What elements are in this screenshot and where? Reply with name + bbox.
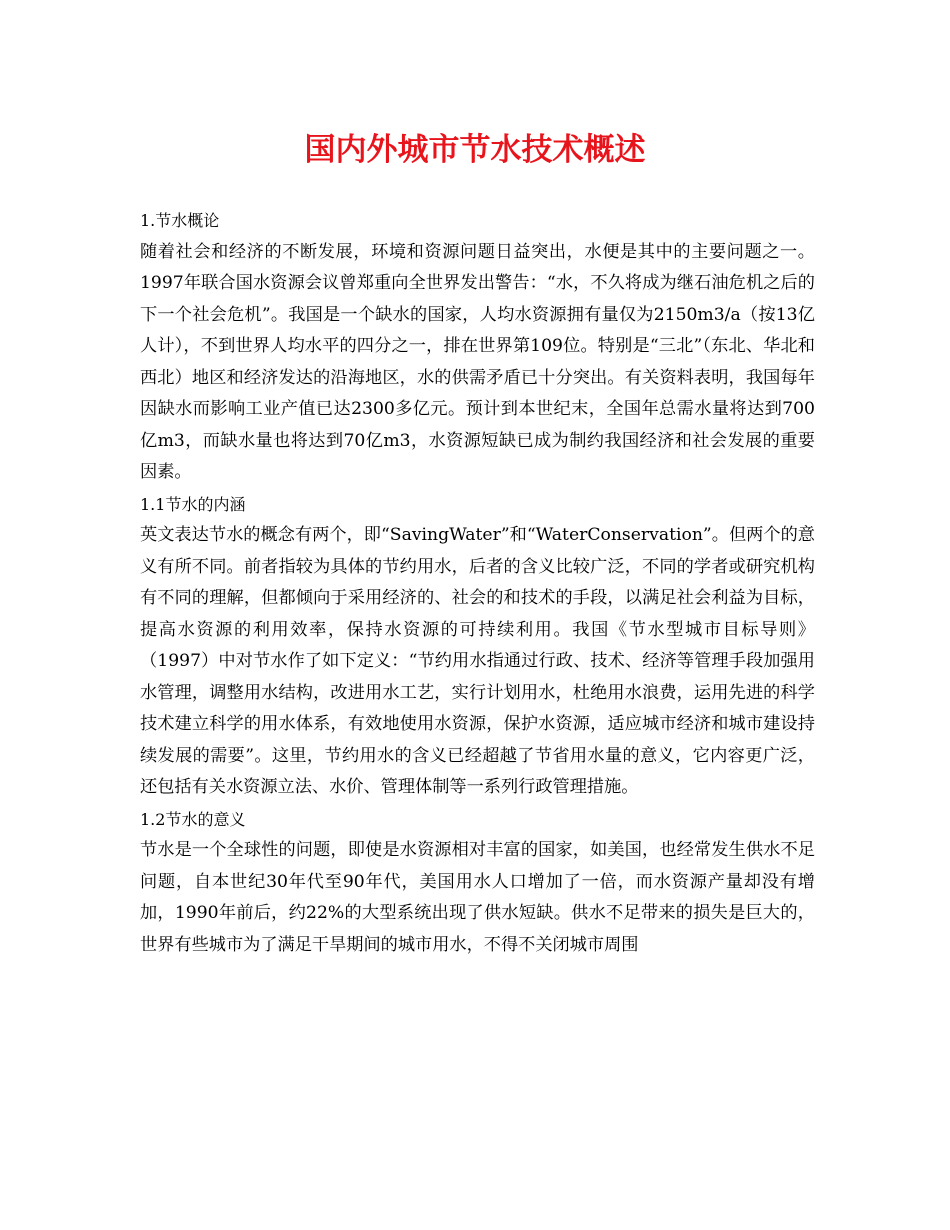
section-heading-connotation: 1.1节水的内涵: [140, 494, 246, 514]
section-paragraph-overview: 随着社会和经济的不断发展，环境和资源问题日益突出，水便是其中的主要问题之一。1997年联合国水资源会议曾郑重向全世界发出警告：“水，不久将成为继石油危机之后的下一个社会危机”。我国是一个缺水的国家，人均水资源拥有量仅为2150m3/a（按13亿人计），不到世界人均水平的四分之一，排在世界第109位。特别是“三北”（东北、华北和西北）地区和经济发达的沿海地区，水的供需矛盾已十分突出。有关资料表明，我国每年因缺水而影响工业产值已达2300多亿元。预计到本世纪末，全国年总需水量将达到700亿m3，而缺水量也将达到70亿m3，水资源短缺已成为制约我国经济和社会发展的重要因素。: [140, 241, 815, 482]
document-title: 国内外城市节水技术概述: [304, 132, 646, 168]
section-heading-significance: 1.2节水的意义: [140, 809, 246, 829]
section-paragraph-significance: 节水是一个全球性的问题，即使是水资源相对丰富的国家，如美国，也经常发生供水不足问题，自本世纪30年代至90年代，美国用水人口增加了一倍，而水资源产量却没有增加，1990年前后，约22%的大型系统出现了供水短缺。供水不足带来的损失是巨大的，世界有些城市为了满足干旱期间的城市用水，不得不关闭城市周围: [140, 840, 815, 955]
section-paragraph-connotation: 英文表达节水的概念有两个，即“SavingWater”和“WaterConservation”。但两个的意义有所不同。前者指较为具体的节约用水，后者的含义比较广泛，不同的学者或研究机构有不同的理解，但都倾向于采用经济的、社会的和技术的手段，以满足社会利益为目标，提高水资源的利用效率，保持水资源的可持续利用。我国《节水型城市目标导则》（1997）中对节水作了如下定义：“节约用水指通过行政、技术、经济等管理手段加强用水管理，调整用水结构，改进用水工艺，实行计划用水，杜绝用水浪费，运用先进的科学技术建立科学的用水体系，有效地使用水资源，保护水资源，适应城市经济和城市建设持续发展的需要”。这里，节约用水的含义已经超越了节省用水量的意义，它内容更广泛，还包括有关水资源立法、水价、管理体制等一系列行政管理措施。: [140, 525, 815, 797]
document-body: [140, 205, 815, 961]
section-heading-overview: 1.节水概论: [140, 211, 220, 230]
